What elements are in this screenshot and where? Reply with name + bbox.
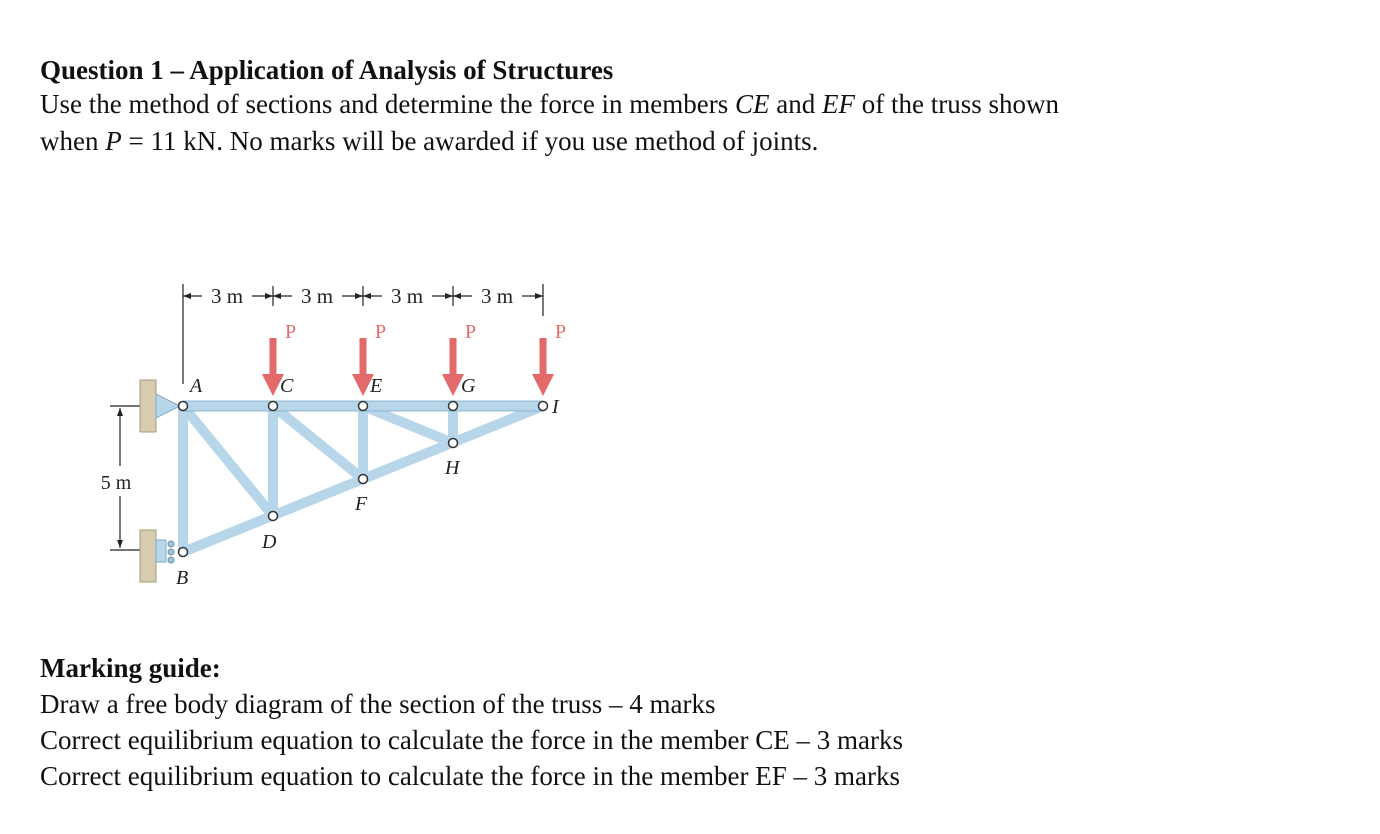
joint-label-i: I [552, 396, 559, 418]
member-ce-label: CE [735, 89, 770, 119]
joint-label-h: H [445, 457, 460, 479]
truss-diagram [90, 276, 590, 596]
joint-label-f: F [355, 493, 368, 515]
load-label-g: P [465, 321, 477, 343]
joint-label-e: E [370, 375, 383, 397]
support-b [140, 530, 174, 582]
truss-figure [90, 276, 590, 596]
marking-guide-item: Correct equilibrium equation to calculate the force in the member CE – 3 marks [40, 725, 903, 755]
height-label: 5 m [100, 472, 132, 494]
load-variable: P [105, 126, 122, 156]
question-text-3: of the truss shown when [40, 89, 1060, 156]
marking-guide-title: Marking guide: [40, 653, 221, 683]
support-a [140, 380, 180, 432]
spacing-label-4: 3 m [480, 284, 514, 308]
question-text-1: Use the method of sections and determine the force in members [40, 89, 736, 119]
joint-label-g: G [461, 375, 476, 397]
marking-guide-item: Correct equilibrium equation to calculate the force in the member EF – 3 marks [40, 761, 900, 791]
load-arrows [262, 338, 554, 396]
spacing-label-3: 3 m [390, 284, 424, 308]
question-text [40, 86, 1120, 160]
joint-label-d: D [262, 531, 277, 553]
question-text-2: and [769, 89, 823, 119]
spacing-label-1: 3 m [210, 284, 244, 308]
question-title: Question 1 – Application of Analysis of Structures [40, 55, 614, 85]
question-text-4: = 11 kN. No marks will be awarded if you use method of joints. [121, 126, 819, 156]
marking-guide-item: Draw a free body diagram of the section of the truss – 4 marks [40, 689, 716, 719]
load-label-i: P [555, 321, 567, 343]
member-ef-label: EF [822, 89, 856, 119]
load-label-e: P [375, 321, 387, 343]
dimension-lines [110, 284, 543, 550]
joint-label-b: B [176, 567, 189, 589]
spacing-label-2: 3 m [300, 284, 334, 308]
load-label-c: P [285, 321, 297, 343]
joint-label-c: C [280, 375, 294, 397]
marking-guide [40, 650, 903, 794]
joint-label-a: A [190, 375, 203, 397]
